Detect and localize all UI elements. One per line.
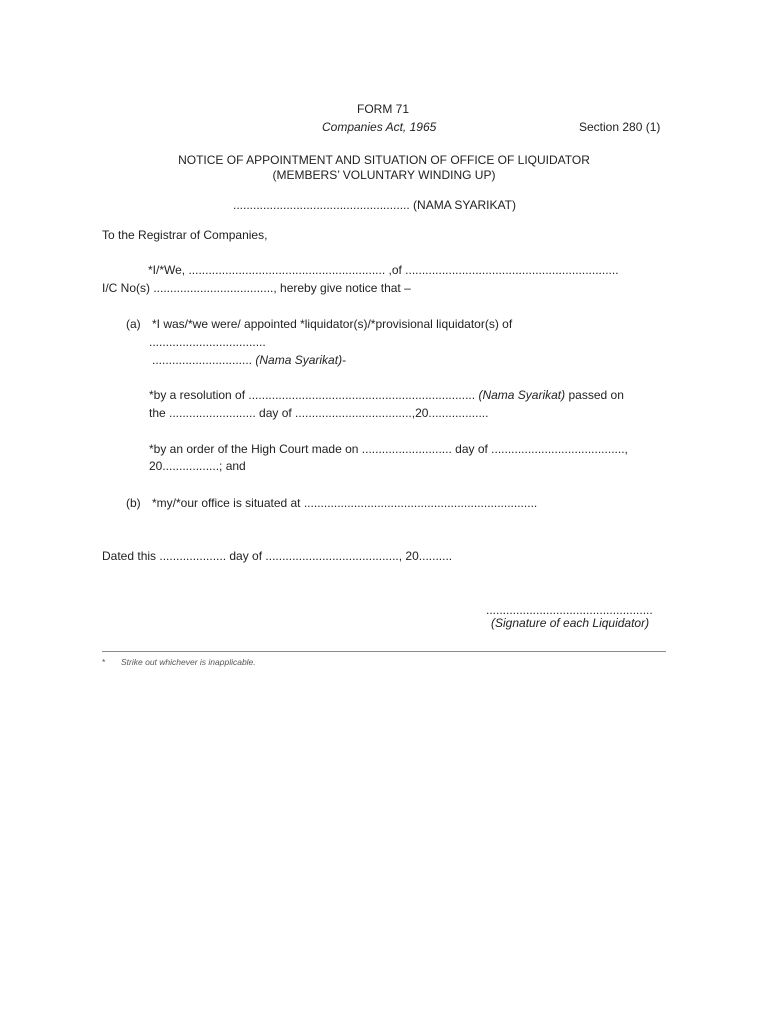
form-title-line-2: (MEMBERS’ VOLUNTARY WINDING UP) <box>272 168 496 182</box>
clause-a-company-suffix: - <box>342 353 347 367</box>
signature-label: (Signature of each Liquidator) <box>491 616 650 630</box>
declarant-line-1: *I/*We, ........................................................... ,of ................................................................ <box>148 263 619 277</box>
company-name-line: ..................................................... (NAMA SYARIKAT) <box>233 198 516 212</box>
addressee: To the Registrar of Companies, <box>102 228 268 242</box>
form-number: FORM 71 <box>357 102 410 116</box>
court-order-line-1: *by an order of the High Court made on ........................... day of ........................................, <box>149 442 628 456</box>
act-reference: Companies Act, 1965 <box>322 120 437 134</box>
clause-a-company-label: (Nama Syarikat) <box>255 353 343 367</box>
resolution-prefix: *by a resolution of .................................................................... <box>149 388 476 402</box>
court-order-line-2: 20.................; and <box>149 459 246 473</box>
clause-a-label: (a) <box>126 317 141 331</box>
clause-a-company-dots: .............................. <box>152 353 253 367</box>
clause-a-line-1: *I was/*we were/ appointed *liquidator(s)/*provisional liquidator(s) of <box>152 317 513 331</box>
form-title-line-1: NOTICE OF APPOINTMENT AND SITUATION OF OFFICE OF LIQUIDATOR <box>178 153 590 167</box>
clause-a-line-2: ................................... <box>149 335 266 349</box>
resolution-line-2: the .......................... day of ...................................,20.................. <box>149 406 489 420</box>
clause-a-company-line <box>152 352 346 368</box>
resolution-company: (Nama Syarikat) <box>478 388 566 402</box>
resolution-suffix: passed on <box>568 388 624 402</box>
footnote-text: Strike out whichever is inapplicable. <box>121 657 256 667</box>
dated-line: Dated this .................... day of ........................................, 20.......... <box>102 549 453 563</box>
resolution-line-1 <box>149 387 624 403</box>
clause-b-label: (b) <box>126 496 141 510</box>
footnote-rule <box>102 651 666 652</box>
declarant-line-2: I/C No(s) ...................................., hereby give notice that – <box>102 281 411 295</box>
footnote-mark: * <box>102 657 106 667</box>
section-reference: Section 280 (1) <box>579 120 661 134</box>
signature-dots: .................................................. <box>486 603 653 617</box>
clause-b-text: *my/*our office is situated at ...................................................................... <box>152 496 538 510</box>
